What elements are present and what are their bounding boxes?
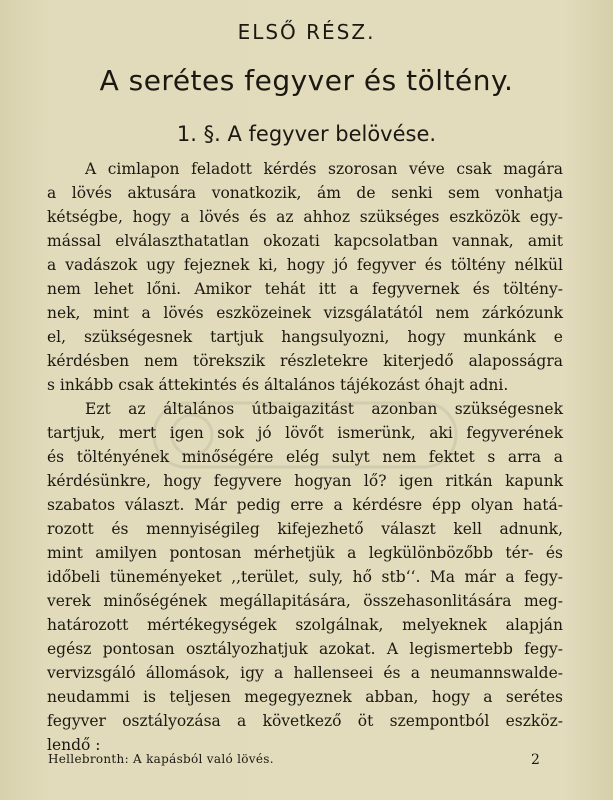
text-line: kétségbe, hogy a lövés és az ahhoz szükséges eszközök egy- bbox=[47, 208, 563, 226]
text-line: s inkább csak áttekintés és általános tájékozást óhajt adni. bbox=[47, 376, 509, 394]
chapter-title: A serétes fegyver és töltény. bbox=[99, 64, 514, 97]
text-line: mással elválaszthatatlan okozati kapcsolatban vannak, amit bbox=[47, 232, 563, 250]
text-line: mint amilyen pontosan mérhetjük a legkülönbözőbb tér- és bbox=[47, 544, 563, 562]
text-line: időbeli tüneményeket ,,terület, suly, hő stb‘‘. Ma már a fegy- bbox=[47, 568, 563, 586]
paragraph-1 bbox=[47, 157, 563, 397]
text-line: a vadászok ugy fejeznek ki, hogy jó fegyver és töltény nélkül bbox=[47, 256, 563, 274]
text-line: nem lehet lőni. Amikor tehát itt a fegyvernek és töltény- bbox=[47, 280, 563, 298]
paragraph-2 bbox=[47, 397, 563, 757]
section-heading: 1. §. A fegyver belövése. bbox=[176, 122, 437, 146]
text-line: vervizsgáló állomások, igy a hallenseei és a neumannswalde- bbox=[47, 664, 563, 682]
part-heading: ELSŐ RÉSZ. bbox=[237, 20, 376, 44]
text-line: A cimlapon feladott kérdés szorosan véve csak magára bbox=[85, 160, 563, 178]
text-line: nek, mint a lövés eszközeinek vizsgálatától nem zárkózunk bbox=[47, 304, 563, 322]
text-line: el, szükségesnek tartjuk hangsulyozni, hogy munkánk e bbox=[47, 328, 563, 346]
text-line: és töltényének minőségére elég sulyt nem fektet s arra a bbox=[47, 448, 563, 466]
body-text bbox=[47, 157, 563, 757]
page-number: 2 bbox=[531, 752, 540, 768]
text-line: fegyver osztályozása a következő öt szempontból eszköz- bbox=[47, 712, 563, 730]
running-footer: Hellebronth: A kapásból való lövés. bbox=[48, 752, 274, 766]
text-line: Ezt az általános útbaigazitást azonban szükségesnek bbox=[85, 400, 563, 418]
text-line: egész pontosan osztályozhatjuk azokat. A legismertebb fegy- bbox=[47, 640, 563, 658]
text-line: verek minőségének megállapitására, összehasonlitására meg- bbox=[47, 592, 563, 610]
text-line: lendő : bbox=[47, 736, 101, 754]
text-line: tartjuk, mert igen sok jó lövőt ismerünk, aki fegyverének bbox=[47, 424, 563, 442]
text-line: kérdésben nem törekszik részletekre kiterjedő alaposságra bbox=[47, 352, 563, 370]
text-line: a lövés aktusára vonatkozik, ám de senki sem vonhatja bbox=[47, 184, 563, 202]
text-line: rozott és mennyiségileg kifejezhető választ kell adnunk, bbox=[47, 520, 563, 538]
text-line: neudammi is teljesen megegyeznek abban, hogy a serétes bbox=[47, 688, 563, 706]
text-line: kérdésünkre, hogy fegyvere hogyan lő? igen ritkán kapunk bbox=[47, 472, 563, 490]
text-line: határozott mértékegységek szolgálnak, melyeknek alapján bbox=[47, 616, 563, 634]
text-line: szabatos választ. Már pedig erre a kérdésre épp olyan hatá- bbox=[47, 496, 563, 514]
